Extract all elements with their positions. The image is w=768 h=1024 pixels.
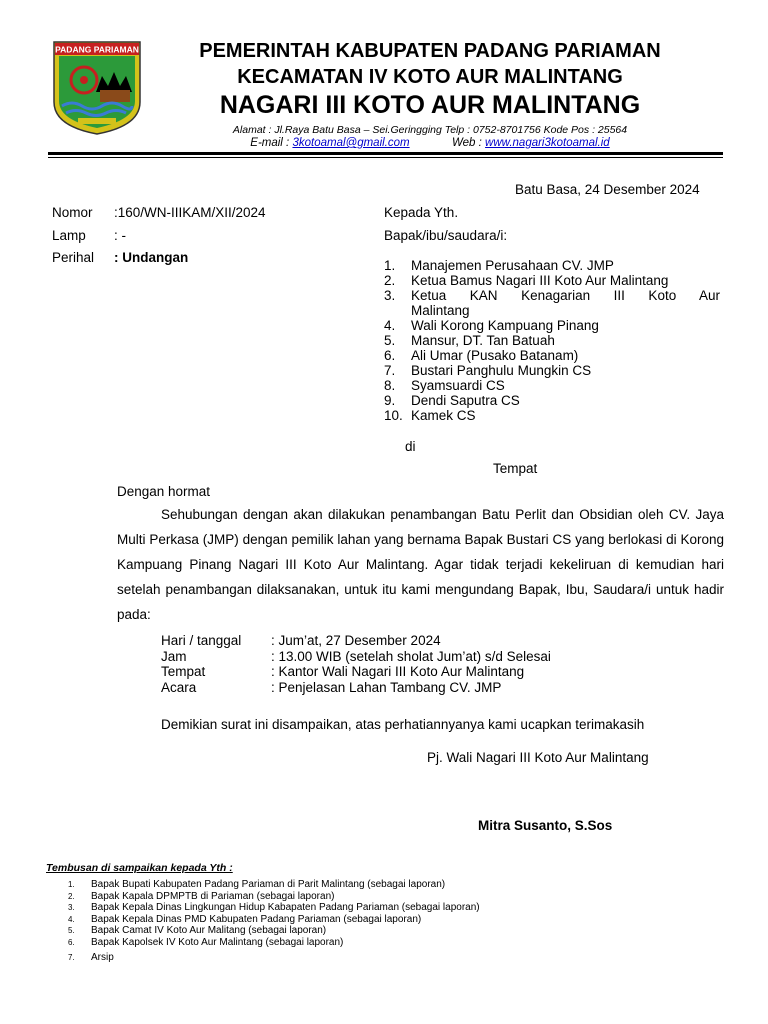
signatory-name: Mitra Susanto, S.Sos [478, 818, 613, 833]
list-number: 10. [384, 408, 403, 423]
detail-row [161, 633, 551, 649]
list-text: Mansur, DT. Tan Batuah [411, 333, 555, 348]
logo-caption: PADANG PARIAMAN [55, 44, 139, 55]
list-text: Bapak Bupati Kabupaten Padang Pariaman di Parit Malintang (sebagai laporan) [91, 879, 446, 890]
web-link[interactable]: www.nagari3kotoamal.id [485, 137, 610, 149]
list-number: 2. [384, 273, 396, 288]
greeting: Dengan hormat [117, 484, 211, 499]
list-text: Bapak Kepala Dinas Lingkungan Hidup Kabapaten Padang Pariaman (sebagai laporan) [91, 902, 480, 914]
list-item [68, 879, 480, 891]
letter-date: Batu Basa, 24 Desember 2024 [515, 182, 700, 197]
email-label: E-mail : [250, 137, 290, 149]
list-number: 3. [68, 903, 75, 913]
letterhead-address: Alamat : Jl.Raya Batu Basa – Sei.Geringging Telp : 0752-8701756 Kode Pos : 25564 [232, 124, 628, 136]
nomor-value: :160/WN-IIIKAM/XII/2024 [114, 205, 266, 220]
detail-value: : 13.00 WIB (setelah sholat Jum’at) s/d Selesai [271, 648, 551, 664]
list-number: 2. [68, 891, 75, 901]
recipient-tempat: Tempat [493, 461, 538, 476]
signatory-title: Pj. Wali Nagari III Koto Aur Malintang [427, 750, 649, 765]
list-item [384, 288, 720, 303]
detail-value: : Penjelasan Lahan Tambang CV. JMP [271, 679, 502, 695]
list-text: Bapak Kapala DPMPTB di Pariaman (sebagai laporan) [91, 890, 335, 902]
detail-row [161, 649, 551, 665]
detail-label: Hari / tanggal [161, 633, 242, 648]
list-number: 5. [384, 333, 396, 348]
list-number: 5. [68, 926, 75, 936]
list-number: 7. [68, 952, 75, 962]
cc-heading: Tembusan di sampaikan kepada Yth : [46, 862, 233, 874]
web-label: Web : [452, 137, 482, 149]
list-text: Bapak Kepala Dinas PMD Kabupaten Padang Pariaman (sebagai laporan) [91, 913, 422, 925]
list-text: Bapak Camat IV Koto Aur Malitang (sebagai laporan) [91, 925, 327, 937]
detail-label: Tempat [161, 664, 206, 679]
list-item [68, 925, 480, 937]
list-text: Malintang [411, 303, 470, 318]
recipient-list [384, 258, 720, 423]
list-text: Ketua Bamus Nagari III Koto Aur Malintang [411, 273, 669, 288]
kepada-yth: Kepada Yth. [384, 205, 459, 220]
detail-value: : Kantor Wali Nagari III Koto Aur Malintang [271, 664, 525, 679]
cc-list [68, 879, 480, 963]
list-text: Bustari Panghulu Mungkin CS [411, 363, 592, 378]
letterhead-contacts [150, 137, 710, 149]
list-text: Kamek CS [411, 408, 476, 423]
list-item [384, 393, 720, 408]
list-item [68, 891, 480, 903]
list-number [384, 303, 411, 318]
letterhead-nagari: NAGARI III KOTO AUR MALINTANG [219, 91, 641, 119]
list-text: Arsip [91, 951, 114, 963]
perihal-value: : Undangan [114, 250, 189, 265]
list-item [68, 914, 480, 926]
list-item [384, 408, 720, 423]
letterhead-rule-thin [48, 157, 723, 158]
list-text: Ali Umar (Pusako Batanam) [411, 348, 579, 363]
letterhead-government: PEMERINTAH KABUPATEN PADANG PARIAMAN [199, 40, 661, 62]
list-item [384, 333, 720, 348]
body-paragraph: Sehubungan dengan akan dilakukan penambangan Batu Perlit dan Obsidian oleh CV. Jaya Multi Perkasa (JMP) dengan pemilik lahan yang bernama Bapak Bustari CS yang berlokasi di Korong Kampuang Pinang Nagari III Koto Aur Malintang. Agar tidak terjadi kekeliruan di kemudian hari setelah penambangan dilaksanakan, untuk itu kami mengundang Bapak, Ibu, Saudara/i untuk hadir pada: [117, 507, 724, 622]
lamp-label: Lamp [52, 228, 86, 243]
list-number: 1. [68, 880, 75, 889]
detail-label: Acara [161, 679, 197, 695]
nomor-label: Nomor [52, 205, 93, 220]
list-number: 3. [384, 288, 396, 303]
list-number: 6. [68, 937, 75, 947]
closing-sentence: Demikian surat ini disampaikan, atas perhatiannyanya kami ucapkan terimakasih [161, 717, 645, 732]
list-item [384, 258, 720, 273]
letterhead-rule-thick [48, 152, 723, 155]
list-number: 7. [384, 363, 396, 378]
list-item [68, 952, 480, 964]
email-link[interactable]: 3kotoamal@gmail.com [292, 137, 410, 149]
detail-row [161, 664, 551, 680]
letterhead-district: KECAMATAN IV KOTO AUR MALINTANG [237, 66, 623, 88]
list-item [384, 363, 720, 378]
list-number: 4. [384, 318, 396, 333]
list-text: Syamsuardi CS [411, 378, 505, 393]
list-item [384, 378, 720, 393]
detail-row [161, 680, 551, 696]
list-text: Manajemen Perusahaan CV. JMP [411, 258, 614, 273]
perihal-label: Perihal [52, 250, 95, 265]
lamp-value: : - [114, 228, 126, 243]
list-item [68, 902, 480, 914]
list-number: 6. [384, 348, 396, 363]
recipient-salutation: Bapak/ibu/saudara/i: [384, 228, 508, 243]
list-text: Bapak Kapolsek IV Koto Aur Malintang (sebagai laporan) [91, 936, 344, 948]
list-number: 1. [384, 258, 396, 273]
list-item [384, 303, 720, 318]
list-text: Ketua KAN Kenagarian III Koto Aur [411, 288, 720, 303]
list-item [384, 273, 720, 288]
list-text: Wali Korong Kampuang Pinang [411, 318, 599, 333]
detail-label: Jam [161, 648, 187, 664]
event-details [161, 633, 551, 695]
list-number: 9. [384, 393, 396, 408]
list-text: Dendi Saputra CS [411, 393, 520, 408]
list-item [384, 318, 720, 333]
detail-value: : Jum’at, 27 Desember 2024 [271, 633, 441, 648]
list-number: 8. [384, 378, 396, 393]
regency-logo [52, 40, 142, 136]
list-number: 4. [68, 914, 75, 924]
list-item [384, 348, 720, 363]
recipient-di: di [405, 439, 416, 454]
list-item [68, 937, 480, 949]
